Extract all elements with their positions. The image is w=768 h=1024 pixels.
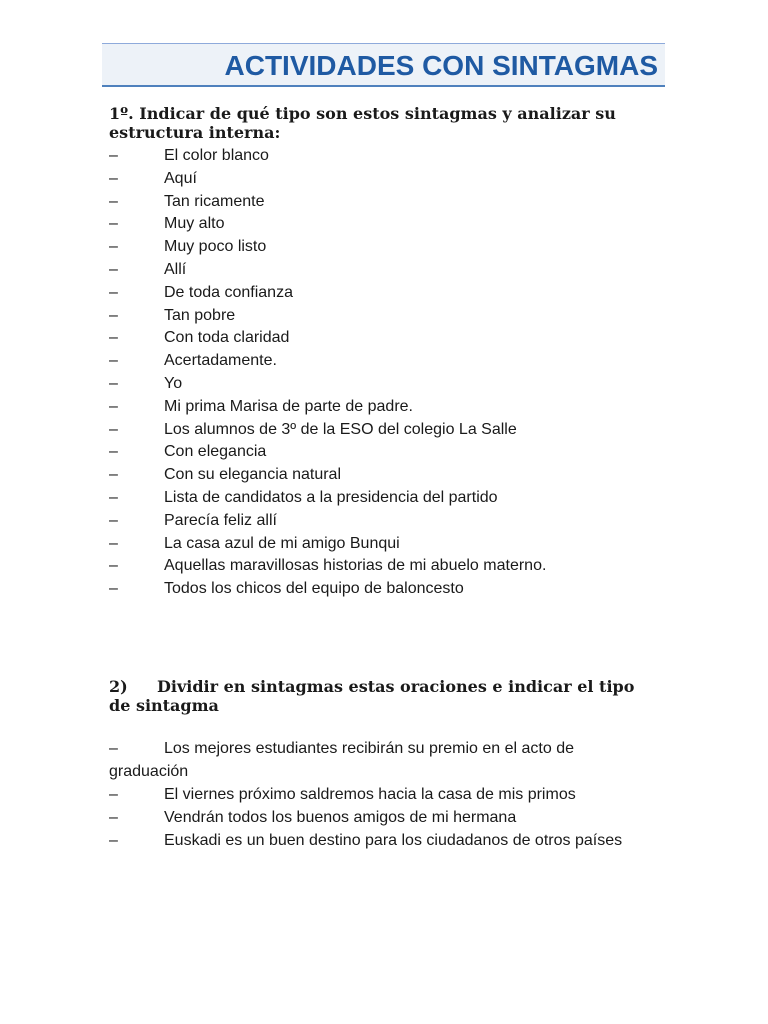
list-item-text: De toda confianza	[164, 283, 293, 301]
list-item-text: Tan pobre	[164, 306, 236, 324]
dash-bullet: –	[109, 443, 118, 461]
list-item-text: Mi prima Marisa de parte de padre.	[164, 397, 413, 415]
list-item	[109, 488, 589, 508]
list-item	[109, 397, 589, 417]
dash-bullet: –	[109, 306, 118, 324]
list-item-text: Allí	[164, 260, 187, 278]
list-item	[109, 283, 589, 303]
list-item-text: El color blanco	[164, 147, 269, 164]
list-item	[109, 511, 589, 531]
section-2-list	[109, 737, 639, 852]
section-1-heading: 1º. Indicar de qué tipo son estos sintagmas y analizar su estructura interna:	[109, 104, 616, 142]
dash-bullet: –	[109, 809, 118, 826]
list-item	[109, 192, 589, 212]
list-item-text: Los alumnos de 3º de la ESO del colegio La Salle	[164, 420, 517, 438]
dash-bullet: –	[109, 832, 118, 849]
title-bar	[102, 43, 665, 87]
dash-bullet: –	[109, 374, 118, 392]
list-item-text: Con elegancia	[164, 443, 267, 461]
list-item	[109, 442, 589, 462]
dash-bullet: –	[109, 511, 118, 529]
list-item	[109, 420, 589, 440]
dash-bullet: –	[109, 215, 118, 233]
dash-bullet: –	[109, 397, 118, 415]
list-item	[109, 351, 589, 371]
dash-bullet: –	[109, 557, 118, 575]
list-item-text: Lista de candidatos a la presidencia del partido	[164, 488, 498, 506]
dash-bullet: –	[109, 260, 118, 278]
list-item-text: Los mejores estudiantes recibirán su premio en el acto de graduación	[109, 740, 574, 780]
dash-bullet: –	[109, 169, 118, 187]
list-item	[109, 829, 639, 852]
list-item	[109, 260, 589, 280]
list-item-text: Vendrán todos los buenos amigos de mi hermana	[164, 809, 517, 826]
list-item-text: Muy alto	[164, 215, 225, 233]
list-item	[109, 374, 589, 394]
list-item-text: Acertadamente.	[164, 352, 277, 370]
dash-bullet: –	[109, 192, 118, 210]
list-item	[109, 737, 639, 783]
dash-bullet: –	[109, 534, 118, 552]
dash-bullet: –	[109, 329, 118, 347]
list-item-text: Con su elegancia natural	[164, 466, 342, 484]
list-item-text: Todos los chicos del equipo de baloncesto	[164, 580, 464, 598]
list-item	[109, 328, 589, 348]
list-item-text: Yo	[164, 374, 183, 392]
dash-bullet: –	[109, 147, 118, 164]
list-item-text: Euskadi es un buen destino para los ciudadanos de otros países	[164, 832, 623, 849]
dash-bullet: –	[109, 420, 118, 438]
dash-bullet: –	[109, 580, 118, 598]
list-item	[109, 806, 639, 829]
list-item	[109, 534, 589, 554]
list-item	[109, 306, 589, 326]
list-item-text: Parecía feliz allí	[164, 511, 277, 529]
dash-bullet: –	[109, 740, 118, 757]
section-2-heading	[109, 677, 649, 715]
dash-bullet: –	[109, 283, 118, 301]
list-item-text: Tan ricamente	[164, 192, 265, 210]
list-item-text: Con toda claridad	[164, 329, 290, 347]
list-item-text: Muy poco listo	[164, 238, 267, 256]
list-item	[109, 146, 589, 166]
list-item-text: El viernes próximo saldremos hacia la casa de mis primos	[164, 786, 576, 803]
section-2-heading-text: Dividir en sintagmas estas oraciones e indicar el tipo de sintagma	[109, 677, 635, 715]
section-1-list	[109, 146, 589, 602]
list-item-text: Aquí	[164, 169, 197, 187]
dash-bullet: –	[109, 466, 118, 484]
dash-bullet: –	[109, 352, 118, 370]
list-item	[109, 465, 589, 485]
dash-bullet: –	[109, 786, 118, 803]
list-item	[109, 214, 589, 234]
list-item	[109, 579, 589, 599]
list-item	[109, 556, 589, 576]
dash-bullet: –	[109, 238, 118, 256]
list-item	[109, 783, 639, 806]
section-2-number: 2)	[109, 677, 128, 696]
dash-bullet: –	[109, 488, 118, 506]
document-title: ACTIVIDADES CON SINTAGMAS	[224, 50, 658, 81]
list-item-text: La casa azul de mi amigo Bunqui	[164, 534, 400, 552]
list-item	[109, 237, 589, 257]
list-item	[109, 169, 589, 189]
list-item-text: Aquellas maravillosas historias de mi abuelo materno.	[164, 557, 547, 575]
